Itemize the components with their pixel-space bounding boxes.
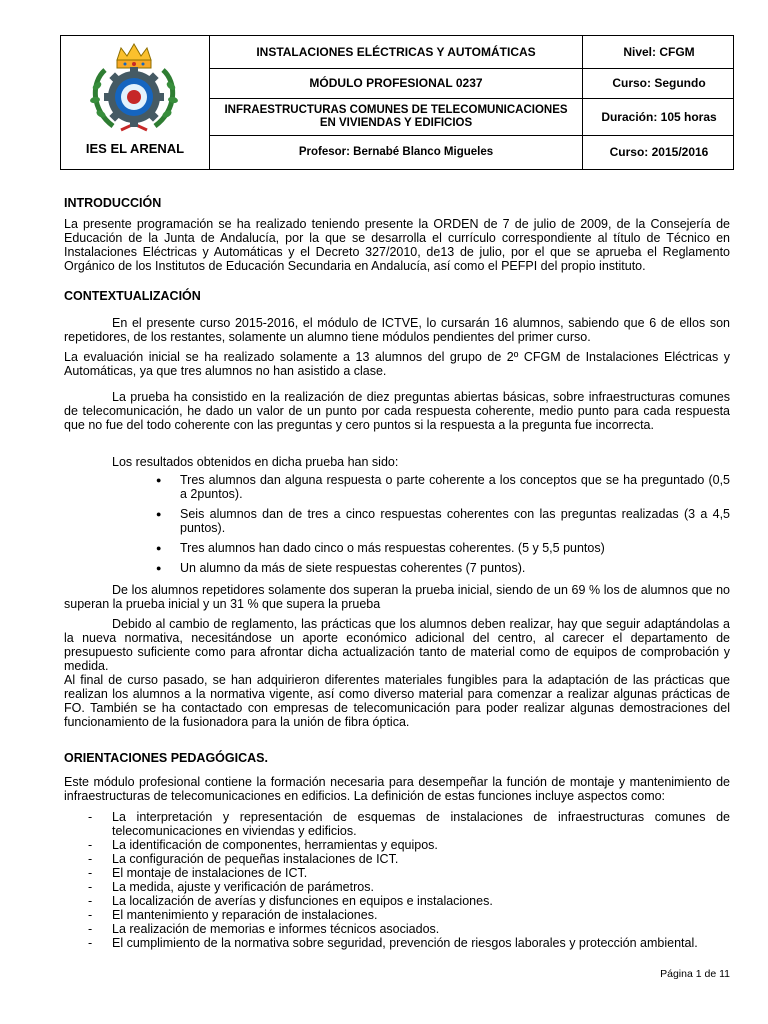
context-heading: CONTEXTUALIZACIÓN <box>64 289 201 303</box>
context-paragraph-7: Al final de curso pasado, se han adquirieron diferentes materiales fungibles para la adaptación de las prácticas que realizan los alumnos a la normativa vigente, así como diverso material para comenzar a realizar algunas prácticas de FO. También se ha contactado con empresas de telecomunicación para poder realizar algunas demostraciones del funcionamiento de la fusionadora para la unión de fibra óptica. <box>64 673 730 729</box>
subject-line-2: EN VIVIENDAS Y EDIFICIOS <box>319 117 473 129</box>
pedagogy-paragraph: Este módulo profesional contiene la formación necesaria para desempeñar la función de montaje y mantenimiento de infraestructuras de telecomunicaciones en edificios. La definición de estas funciones incluye aspectos como: <box>64 775 730 803</box>
pedagogy-heading: ORIENTACIONES PEDAGÓGICAS. <box>64 751 268 765</box>
subject-title <box>210 99 582 135</box>
list-item: - El cumplimiento de la normativa sobre seguridad, prevención de riesgos laborales y protección ambiental. <box>88 936 730 950</box>
level-label: Nivel: CFGM <box>623 44 695 59</box>
results-list <box>152 473 730 581</box>
intro-paragraph: La presente programación se ha realizado teniendo presente la ORDEN de 7 de julio de 2009, de la Consejería de Educación de la Junta de Andalucía, por la que se desarrolla el currículo correspondiente al título de Técnico en Instalaciones Eléctricas y Automáticas y el Decreto 327/2010, de13 de julio, por el que se aprueba el Reglamento Orgánico de los Institutos de Educación Secundaria en Andalucía, así como el PEFPI del propio instituto. <box>64 217 730 273</box>
context-paragraph-4: Los resultados obtenidos en dicha prueba han sido: <box>112 455 399 469</box>
context-paragraph-6: Debido al cambio de reglamento, las prácticas que los alumnos deben realizar, hay que seguir adaptándolas a la nueva normativa, necesitándose un aporte económico adicional del centro, al carecer el departamento de presupuesto suficiente como para afrontar dicha actualización tanto de material como de equipos de comprobación y medida. <box>64 617 730 673</box>
context-paragraph-3: La prueba ha consistido en la realización de diez preguntas abiertas básicas, sobre infraestructuras comunes de telecomunicación, he dado un valor de un punto por cada respuesta coherente, medio punto para cada respuesta que no fue del todo coherente con las preguntas y cero puntos si la respuesta a la pregunta fue incorrecta. <box>64 390 730 432</box>
list-item: ● Tres alumnos han dado cinco o más respuestas coherentes. (5 y 5,5 puntos) <box>152 541 730 555</box>
list-item: - La identificación de componentes, herramientas y equipos. <box>88 838 730 852</box>
page-number: Página 1 de 11 <box>660 968 730 980</box>
list-item: ● Seis alumnos dan de tres a cinco respuestas coherentes con las preguntas realizadas (3 a 4,5 puntos). <box>152 507 730 535</box>
list-item: - El montaje de instalaciones de ICT. <box>88 866 730 880</box>
list-item: - La interpretación y representación de esquemas de instalaciones de infraestructuras comunes de telecomunicaciones en viviendas y edificios. <box>88 810 730 838</box>
year-label: Curso: 2015/2016 <box>609 145 709 159</box>
school-crest-icon <box>83 42 185 137</box>
module-label: MÓDULO PROFESIONAL 0237 <box>309 76 483 90</box>
list-item: ● Un alumno da más de siete respuestas coherentes (7 puntos). <box>152 561 730 575</box>
list-item: - La configuración de pequeñas instalaciones de ICT. <box>88 852 730 866</box>
functions-list <box>88 810 730 950</box>
list-item: - La realización de memorias e informes técnicos asociados. <box>88 922 730 936</box>
intro-heading: INTRODUCCIÓN <box>64 196 162 210</box>
list-item: - La localización de averías y disfunciones en equipos e instalaciones. <box>88 894 730 908</box>
header-table <box>60 35 734 170</box>
list-item: - La medida, ajuste y verificación de parámetros. <box>88 880 730 894</box>
context-paragraph-2: La evaluación inicial se ha realizado solamente a 13 alumnos del grupo de 2º CFGM de Instalaciones Eléctricas y Automáticas, ya que tres alumnos no han asistido a clase. <box>64 350 730 378</box>
teacher-label: Profesor: Bernabé Blanco Migueles <box>298 146 494 158</box>
list-item: - El mantenimiento y reparación de instalaciones. <box>88 908 730 922</box>
context-paragraph-1: En el presente curso 2015-2016, el módulo de ICTVE, lo cursarán 16 alumnos, sabiendo que 6 de ellos son repetidores, de los restantes, solamente un alumno tiene módulos pendientes del primer curso. <box>64 316 730 344</box>
school-name: IES EL ARENAL <box>85 141 185 156</box>
logo-cell <box>61 36 209 171</box>
course-label: Curso: Segundo <box>612 76 706 90</box>
subject-line-1: INFRAESTRUCTURAS COMUNES DE TELECOMUNICACIONES <box>224 104 568 116</box>
duration-label: Duración: 105 horas <box>601 109 717 124</box>
program-title: INSTALACIONES ELÉCTRICAS Y AUTOMÁTICAS <box>256 44 536 59</box>
list-item: ● Tres alumnos dan alguna respuesta o parte coherente a los conceptos que se ha preguntado (0,5 a 2puntos). <box>152 473 730 501</box>
context-paragraph-5: De los alumnos repetidores solamente dos superan la prueba inicial, siendo de un 69 % los de alumnos que no superan la prueba inicial y un 31 % que supera la prueba <box>64 583 730 611</box>
